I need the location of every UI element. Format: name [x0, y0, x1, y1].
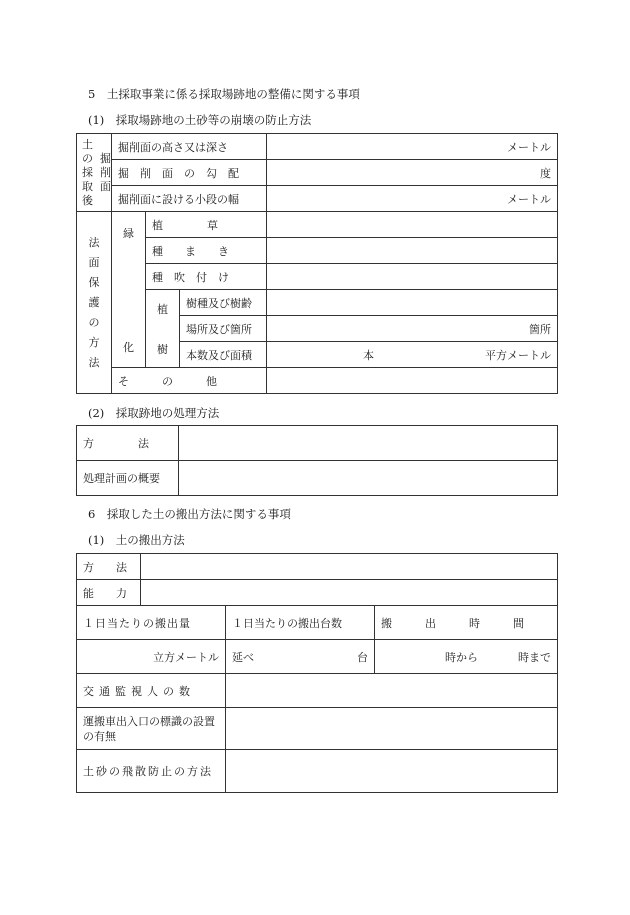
tree-species-field[interactable]: [267, 290, 558, 316]
time-from: 時から: [445, 650, 479, 664]
post-excavation-b1: 削: [100, 165, 111, 179]
excavation-slope-label: 掘 削 面 の 勾 配: [112, 160, 267, 186]
tree-area-unit: 平方メートル: [485, 348, 551, 362]
sign-installation-label: 運搬車出入口の標識の設置の有無: [77, 708, 226, 750]
site-treatment-table: [76, 425, 558, 496]
greening-label: [112, 212, 146, 368]
daily-amount-field[interactable]: 立方メートル: [77, 640, 226, 674]
treatment-method-field[interactable]: [179, 426, 558, 461]
tree-char-1: 樹: [157, 342, 168, 356]
excavation-height-label: 掘削面の高さ又は深さ: [112, 134, 267, 160]
post-excavation-a0: 土の: [82, 137, 93, 165]
traffic-guard-field[interactable]: [226, 674, 558, 708]
tree-count-unit: 本: [363, 348, 374, 362]
transport-time-header: 搬 出 時 間: [375, 606, 558, 640]
transport-method-field[interactable]: [141, 554, 558, 580]
excavation-slope-field[interactable]: 度: [267, 160, 558, 186]
section5-heading: 5 土採取事業に係る採取場跡地の整備に関する事項: [88, 87, 360, 101]
transport-capacity-field[interactable]: [141, 580, 558, 606]
post-excavation-a2: 後: [82, 193, 93, 207]
tree-char-0: 植: [157, 302, 168, 316]
slope-protection-label: [77, 212, 112, 394]
transport-capacity-label: 能 力: [77, 580, 141, 606]
daily-amount-header: １日当たりの搬出量: [77, 606, 226, 640]
collapse-prevention-table: [76, 133, 558, 394]
seeding-label: 種 ま き: [146, 238, 267, 264]
count-unit: 台: [357, 650, 368, 664]
slope-char-5: 方: [88, 335, 100, 349]
transport-time-field[interactable]: [375, 640, 558, 674]
tree-location-field[interactable]: 箇所: [267, 316, 558, 342]
greening-char-1: 化: [123, 340, 134, 354]
bench-width-field[interactable]: メートル: [267, 186, 558, 212]
treatment-plan-field[interactable]: [179, 461, 558, 496]
seed-spray-label: 種 吹 付 け: [146, 264, 267, 290]
post-excavation-label: [77, 134, 112, 212]
grass-label: 植 草: [146, 212, 267, 238]
other-field[interactable]: [267, 368, 558, 394]
slope-char-2: 保: [88, 275, 100, 289]
other-label: そ の 他: [112, 368, 267, 394]
daily-count-field[interactable]: [226, 640, 375, 674]
traffic-guard-label: 交通監視人の数: [77, 674, 226, 708]
post-excavation-b0: 掘: [100, 151, 111, 165]
slope-char-0: 法: [88, 235, 100, 249]
treatment-method-label: 方 法: [77, 426, 179, 461]
soil-transport-table: [76, 553, 558, 793]
count-prefix: 延べ: [232, 650, 254, 664]
treatment-plan-label: 処理計画の概要: [77, 461, 179, 496]
greening-char-0: 緑: [123, 226, 134, 240]
tree-count-label: 本数及び面積: [180, 342, 267, 368]
tree-planting-label: [146, 290, 180, 368]
section6-heading: 6 採取した土の搬出方法に関する事項: [88, 507, 291, 521]
tree-count-field[interactable]: [267, 342, 558, 368]
grass-field[interactable]: [267, 212, 558, 238]
tree-location-label: 場所及び箇所: [180, 316, 267, 342]
section6-sub1-heading: (1) 土の搬出方法: [88, 533, 185, 547]
transport-method-label: 方 法: [77, 554, 141, 580]
dust-prevention-label: 土砂の飛散防止の方法: [77, 750, 226, 793]
slope-char-1: 面: [88, 255, 100, 269]
slope-char-6: 法: [88, 355, 100, 369]
post-excavation-b2: 面: [100, 179, 111, 193]
excavation-height-field[interactable]: メートル: [267, 134, 558, 160]
tree-species-label: 樹種及び樹齢: [180, 290, 267, 316]
slope-char-3: 護: [88, 295, 100, 309]
time-to: 時まで: [518, 650, 552, 664]
section5-sub1-heading: (1) 採取場跡地の土砂等の崩壊の防止方法: [88, 113, 312, 127]
sign-installation-field[interactable]: [226, 708, 558, 750]
dust-prevention-field[interactable]: [226, 750, 558, 793]
section5-sub2-heading: (2) 採取跡地の処理方法: [88, 406, 220, 420]
seeding-field[interactable]: [267, 238, 558, 264]
slope-char-4: の: [88, 315, 100, 329]
seed-spray-field[interactable]: [267, 264, 558, 290]
bench-width-label: 掘削面に設ける小段の幅: [112, 186, 267, 212]
post-excavation-a1: 採取: [82, 165, 93, 193]
daily-count-header: １日当たりの搬出台数: [226, 606, 375, 640]
